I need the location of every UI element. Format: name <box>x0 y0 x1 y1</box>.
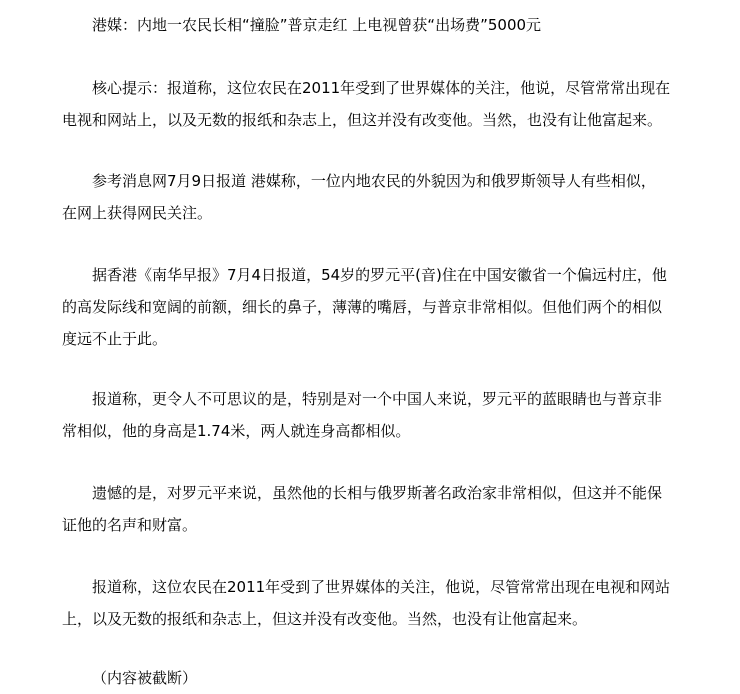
paragraph-line: 报道称，更令人不可思议的是，特别是对一个中国人来说，罗元平的蓝眼睛也与普京非 <box>92 390 663 408</box>
article-title-text: 港媒：内地一农民长相“撞脸”普京走红 上电视曾获“出场费”5000元 <box>92 16 542 34</box>
paragraph-line: 核心提示：报道称，这位农民在2011年受到了世界媒体的关注，他说，尽管常常出现在 <box>92 79 671 97</box>
paragraph-line: 证他的名声和财富。 <box>62 516 198 534</box>
paragraph-line: 在网上获得网民关注。 <box>62 204 213 222</box>
paragraph-line: 电视和网站上，以及无数的报纸和杂志上，但这并没有改变他。当然，也没有让他富起来。 <box>62 111 663 129</box>
paragraph-line: 度远不止于此。 <box>62 330 168 348</box>
paragraph-line: 的高发际线和宽阔的前额，细长的鼻子，薄薄的嘴唇，与普京非常相似。但他们两个的相似 <box>62 298 663 316</box>
paragraph-line-partial: （内容被截断） <box>92 669 198 687</box>
paragraph-line: 参考消息网7月9日报道 港媒称，一位内地农民的外貌因为和俄罗斯领导人有些相似， <box>92 172 656 190</box>
paragraph-line: 上，以及无数的报纸和杂志上，但这并没有改变他。当然，也没有让他富起来。 <box>62 610 588 628</box>
paragraph-line: 常相似，他的身高是1.74米，两人就连身高都相似。 <box>62 422 411 440</box>
paragraph-line: 报道称，这位农民在2011年受到了世界媒体的关注，他说，尽管常常出现在电视和网站 <box>92 578 671 596</box>
paragraph-line: 遗憾的是，对罗元平来说，虽然他的长相与俄罗斯著名政治家非常相似，但这并不能保 <box>92 484 663 502</box>
paragraph-line: 据香港《南华早报》7月4日报道，54岁的罗元平(音)住在中国安徽省一个偏远村庄，他 <box>92 266 667 284</box>
